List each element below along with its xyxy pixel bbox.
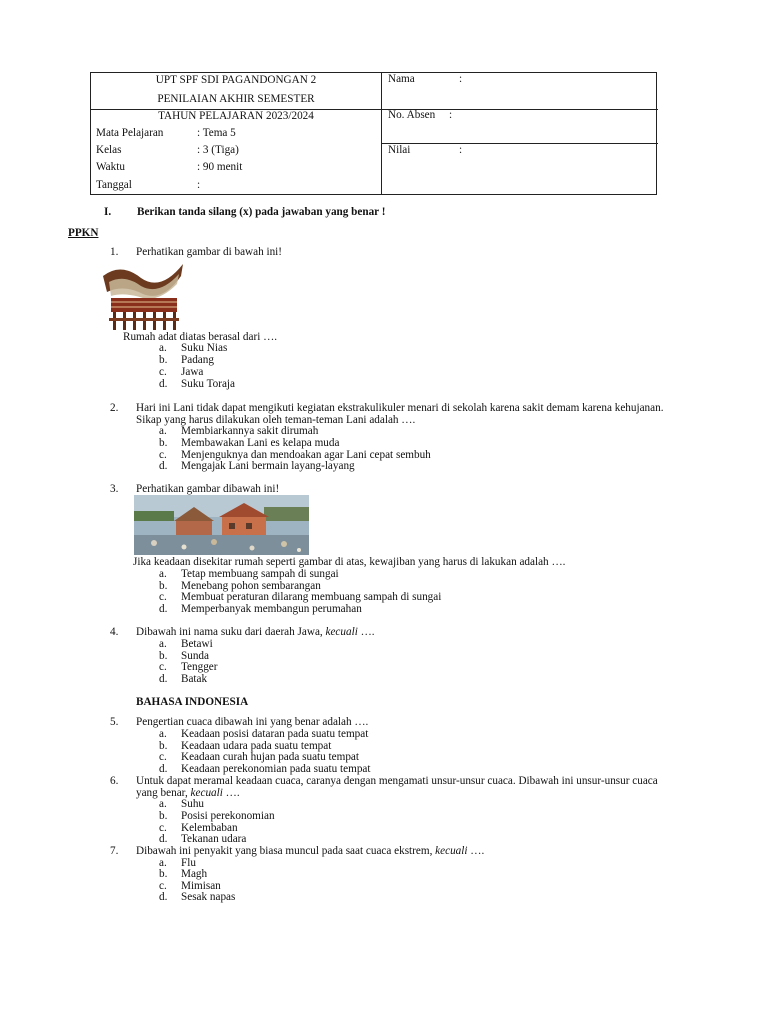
absen-label: No. Absen [388, 109, 436, 121]
river-trash-image [134, 495, 309, 555]
question-text: Pengertian cuaca dibawah ini yang benar adalah …. [136, 716, 369, 728]
question-text: Dibawah ini nama suku dari daerah Jawa, kecuali …. [136, 626, 375, 638]
question-text: Hari ini Lani tidak dapat mengikuti kegiatan ekstrakulikuler menari di sekolah karena sakit demam karena kehujanan. Sikap yang harus dilakukan oleh teman-teman Lani adalah …. [136, 402, 664, 426]
score-field[interactable]: : [459, 144, 463, 156]
instruction-text: Berikan tanda silang (x) pada jawaban yang benar ! [137, 206, 386, 218]
question-number: 7. [110, 845, 119, 857]
info-label-class: Kelas [96, 144, 122, 156]
question-number: 6. [110, 775, 119, 787]
question-3-caption: Jika keadaan disekitar rumah seperti gambar di atas, kewajiban yang harus di lakukan adalah …. [133, 556, 566, 568]
question-1-caption: Rumah adat diatas berasal dari …. [123, 331, 278, 343]
question-number: 2. [110, 402, 119, 414]
score-label: Nilai [388, 144, 411, 156]
exam-header-table [90, 72, 657, 195]
name-label: Nama [388, 73, 415, 85]
question-number: 1. [110, 246, 119, 258]
school-name: UPT SPF SDI PAGANDONGAN 2 [155, 74, 317, 86]
toraja-house-image [101, 262, 185, 332]
question-text: Untuk dapat meramal keadaan cuaca, caranya dengan mengamati unsur-unsur cuaca. Dibawah ini unsur-unsur cuaca yang benar, kecuali …. [136, 775, 658, 799]
info-label-date: Tanggal [96, 179, 132, 191]
absen-field[interactable]: : [449, 109, 453, 121]
info-value-date: : [197, 179, 201, 191]
question-number: 3. [110, 483, 119, 495]
question-number: 4. [110, 626, 119, 638]
exam-title: PENILAIAN AKHIR SEMESTER [157, 93, 315, 105]
question-number: 5. [110, 716, 119, 728]
info-label-time: Waktu [96, 161, 125, 173]
info-value-time: : 90 menit [197, 161, 243, 173]
instruction-number: I. [104, 206, 112, 218]
question-text: Perhatikan gambar dibawah ini! [136, 483, 280, 495]
question-text: Perhatikan gambar di bawah ini! [136, 246, 283, 258]
info-value-class: : 3 (Tiga) [197, 144, 239, 156]
info-label-subject: Mata Pelajaran [96, 127, 164, 139]
section-ppkn: PPKN [68, 227, 99, 239]
school-year: TAHUN PELAJARAN 2023/2024 [158, 110, 314, 122]
name-field[interactable]: : [459, 73, 463, 85]
question-text: Dibawah ini penyakit yang biasa muncul pada saat cuaca ekstrem, kecuali …. [136, 845, 485, 857]
section-bahasa-indonesia: BAHASA INDONESIA [136, 696, 249, 708]
info-value-subject: : Tema 5 [197, 127, 236, 139]
